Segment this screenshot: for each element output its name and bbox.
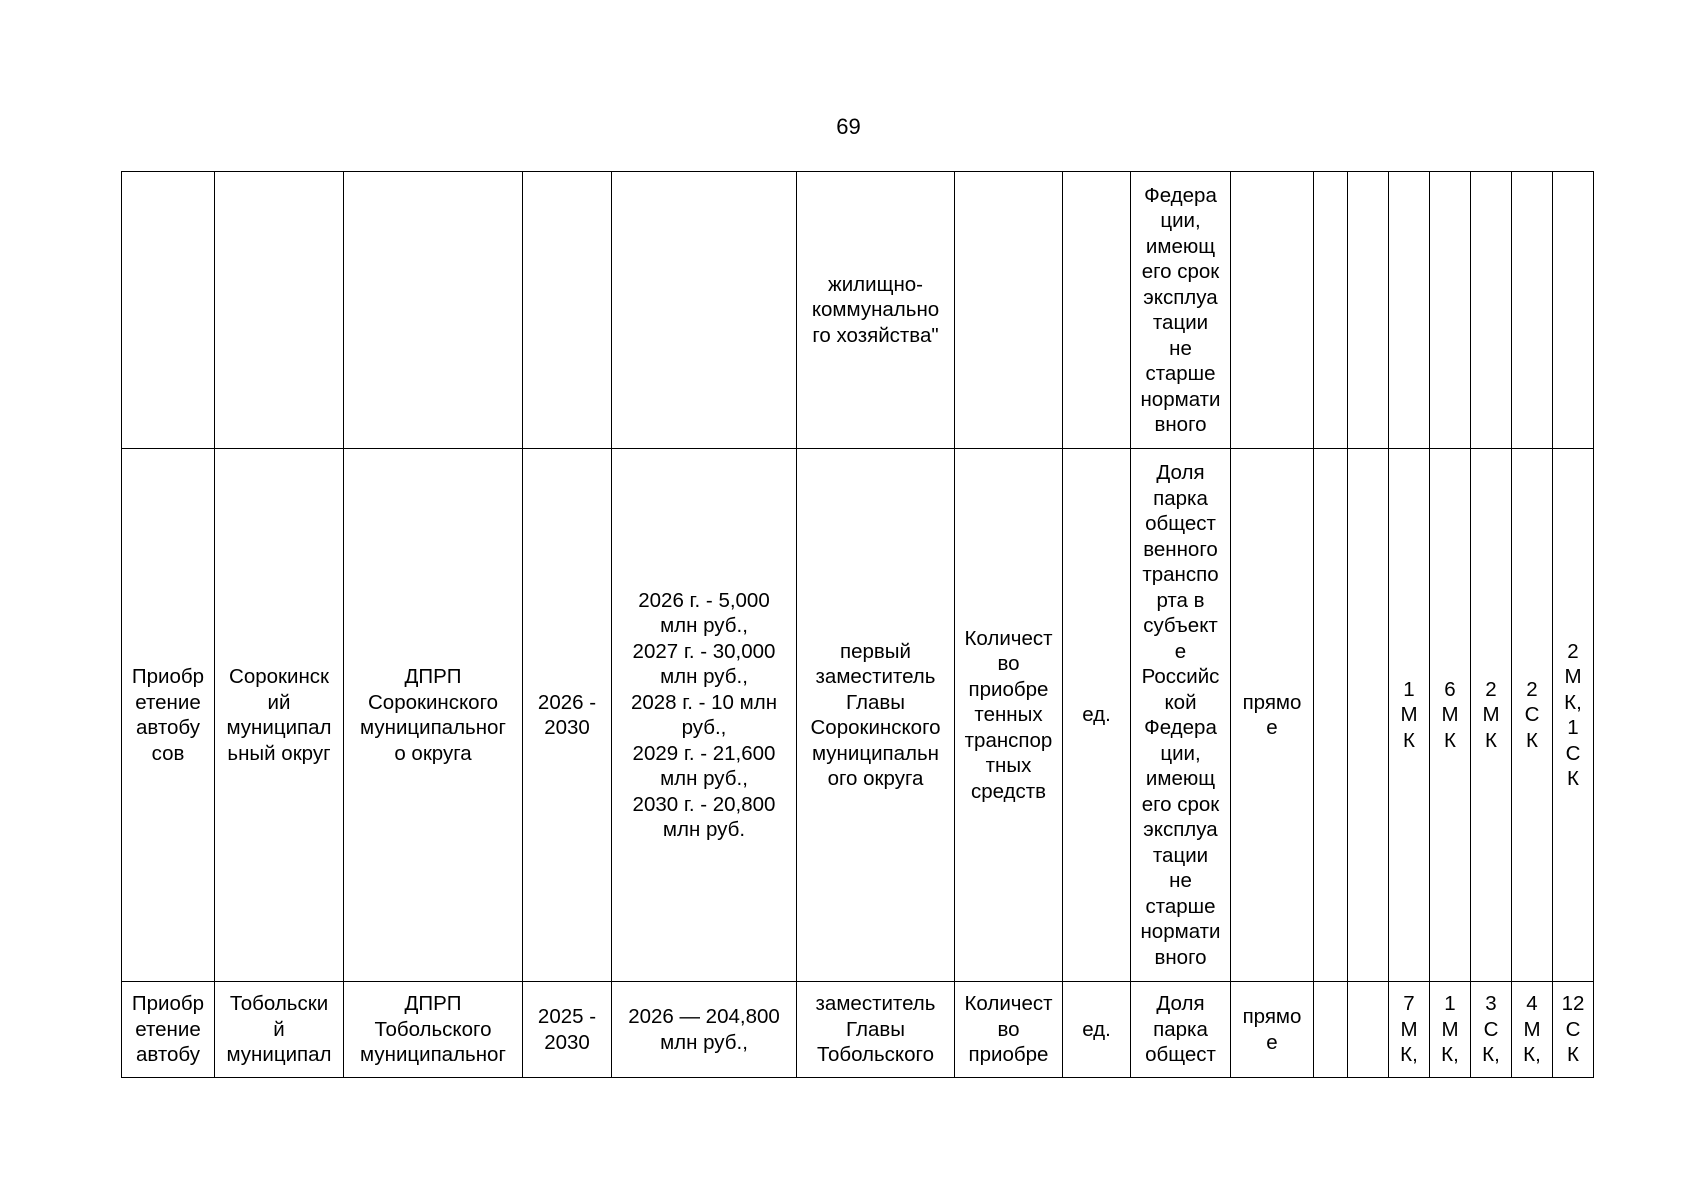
- table-cell: [1553, 172, 1594, 449]
- table-cell: 12 С К: [1553, 982, 1594, 1078]
- table-cell: Количест во приобре тенных транспор тных средств: [955, 449, 1063, 982]
- table-cell: [1389, 172, 1430, 449]
- table-cell: 3 С К,: [1471, 982, 1512, 1078]
- table-cell: 2 М К, 1 С К: [1553, 449, 1594, 982]
- table-cell: [523, 172, 612, 449]
- table-cell: [1314, 982, 1348, 1078]
- table-cell: [612, 172, 797, 449]
- table-cell: [1348, 449, 1389, 982]
- table-cell: 2026 — 204,800 млн руб.,: [612, 982, 797, 1078]
- table-row: [122, 172, 1594, 449]
- table-cell: [1430, 172, 1471, 449]
- table-cell: Доля парка общест венного транспо рта в субъект е Российс кой Федера ции, имеющ его срок эксплуа тации не старше нормати вного: [1131, 449, 1231, 982]
- table-row: [122, 449, 1594, 982]
- table-cell: ед.: [1063, 449, 1131, 982]
- table-cell: 1 М К: [1389, 449, 1430, 982]
- table-cell: 7 М К,: [1389, 982, 1430, 1078]
- table-cell: [1231, 172, 1314, 449]
- table-cell: [1348, 172, 1389, 449]
- table-cell: Количест во приобре: [955, 982, 1063, 1078]
- table-cell: 2026 - 2030: [523, 449, 612, 982]
- table-cell: 2026 г. - 5,000 млн руб., 2027 г. - 30,000 млн руб., 2028 г. - 10 млн руб., 2029 г. - 21,600 млн руб., 2030 г. - 20,800 млн руб.: [612, 449, 797, 982]
- table-cell: прямо е: [1231, 449, 1314, 982]
- table-cell: [1348, 982, 1389, 1078]
- table-cell: 2025 - 2030: [523, 982, 612, 1078]
- page-number: 69: [836, 114, 861, 139]
- table-cell: 4 М К,: [1512, 982, 1553, 1078]
- table-cell: [1512, 172, 1553, 449]
- table-cell: 1 М К,: [1430, 982, 1471, 1078]
- table-cell: [955, 172, 1063, 449]
- table-cell: заместитель Главы Тобольского: [797, 982, 955, 1078]
- table-cell: 2 С К: [1512, 449, 1553, 982]
- table-cell: ДПРП Сорокинского муниципальног о округа: [344, 449, 523, 982]
- table-cell: [1314, 172, 1348, 449]
- table-cell: Сорокинск ий муниципал ьный округ: [215, 449, 344, 982]
- table-cell: Приобр етение автобу сов: [122, 449, 215, 982]
- table-cell: ДПРП Тобольского муниципальног: [344, 982, 523, 1078]
- table-cell: Доля парка общест: [1131, 982, 1231, 1078]
- table-cell: Приобр етение автобу: [122, 982, 215, 1078]
- table-cell: 2 М К: [1471, 449, 1512, 982]
- table-cell: 6 М К: [1430, 449, 1471, 982]
- table-cell: ед.: [1063, 982, 1131, 1078]
- table-cell: Тобольски й муниципал: [215, 982, 344, 1078]
- table-cell: [344, 172, 523, 449]
- table-cell: [1314, 449, 1348, 982]
- table-cell: прямо е: [1231, 982, 1314, 1078]
- table-row: [122, 982, 1594, 1078]
- table-cell: Федера ции, имеющ его срок эксплуа тации не старше нормати вного: [1131, 172, 1231, 449]
- table-cell: жилищно- коммунально го хозяйства": [797, 172, 955, 449]
- program-table: [121, 171, 1594, 1078]
- table-cell: [1471, 172, 1512, 449]
- table-cell: [215, 172, 344, 449]
- table-cell: [122, 172, 215, 449]
- table-cell: первый заместитель Главы Сорокинского муниципальн ого округа: [797, 449, 955, 982]
- table-cell: [1063, 172, 1131, 449]
